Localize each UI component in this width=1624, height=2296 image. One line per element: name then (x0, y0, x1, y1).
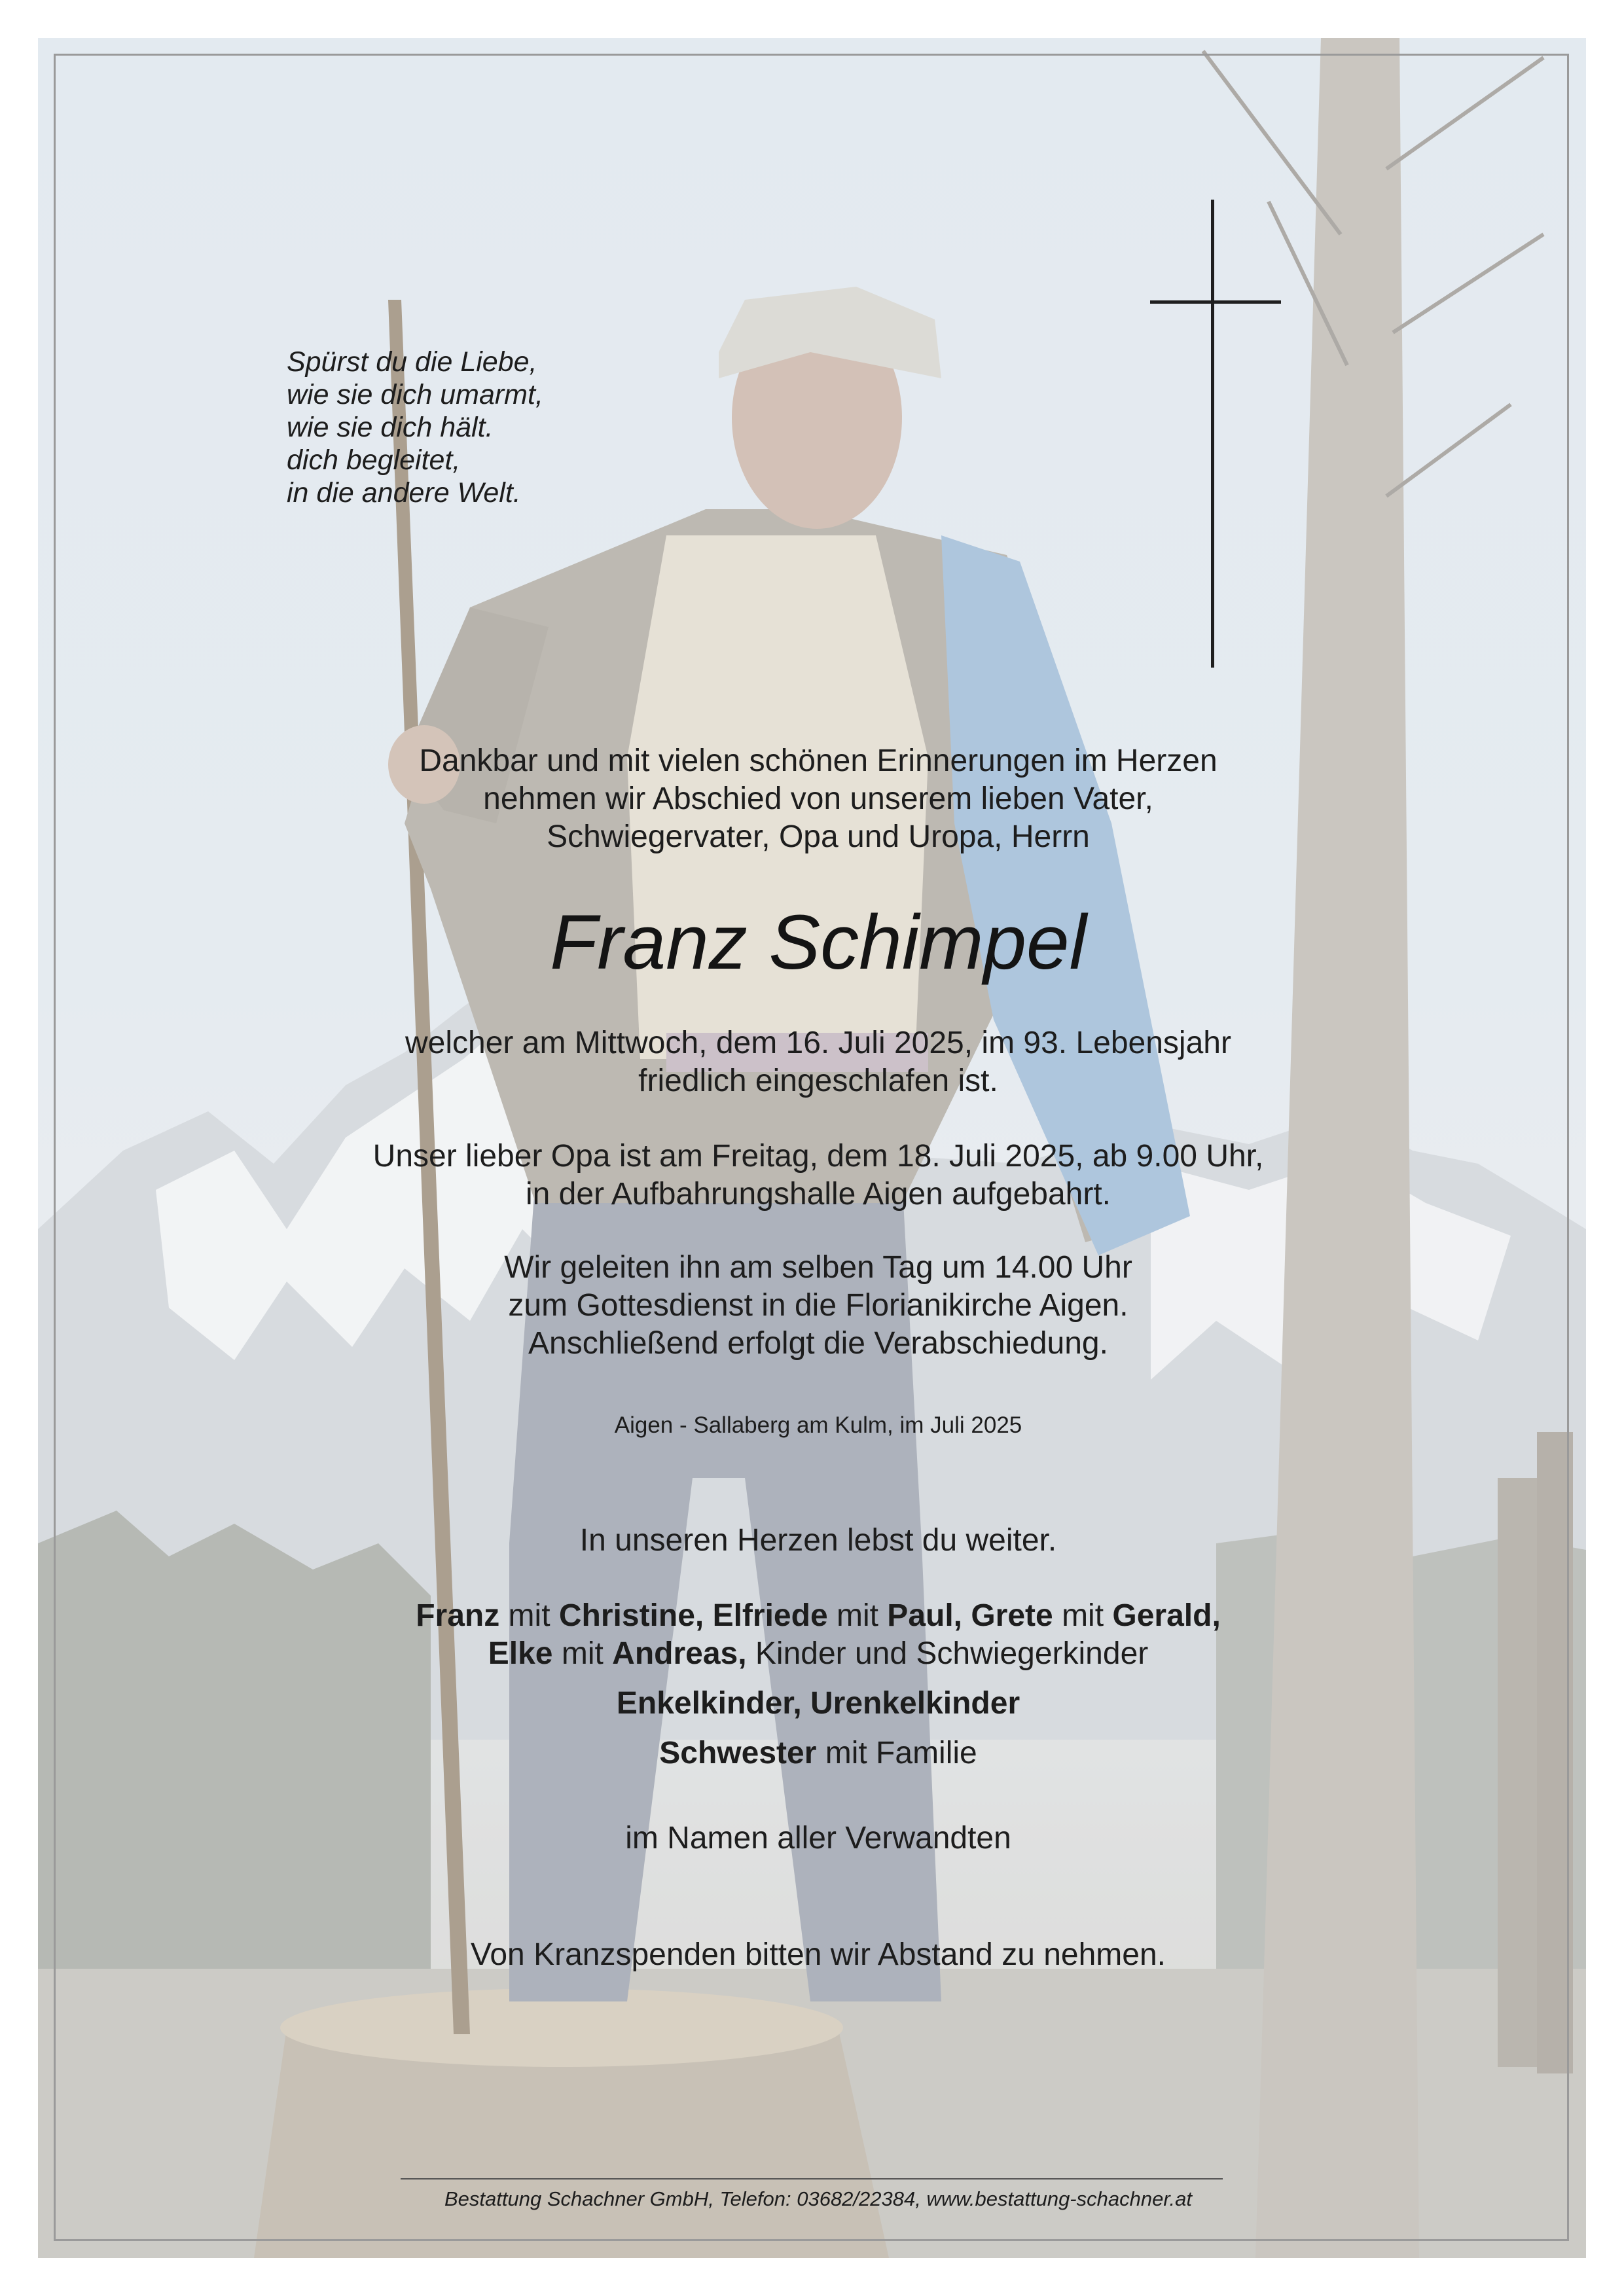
viewing-line: Unser lieber Opa ist am Freitag, dem 18. Juli 2025, ab 9.00 Uhr, (372, 1139, 1264, 1174)
motto: In unseren Herzen lebst du weiter. (579, 1523, 1057, 1558)
service-info (223, 1249, 1414, 1363)
cross-icon-bar (1150, 300, 1281, 304)
intro-line: nehmen wir Abschied von unserem lieben Vater, (483, 781, 1153, 816)
viewing-line: in der Aufbahrungshalle Aigen aufgebahrt. (525, 1177, 1111, 1211)
connector-text: mit (552, 1636, 613, 1671)
service-line: Anschließend erfolgt die Verabschiedung. (528, 1326, 1108, 1361)
death-notice (223, 1024, 1414, 1100)
mourners-list (223, 1597, 1414, 1772)
mourner-name: Gerald, (1112, 1598, 1221, 1633)
mourners-line-children-2 (223, 1635, 1414, 1673)
mourners-line-sister (223, 1734, 1414, 1772)
service-line: Wir geleiten ihn am selben Tag um 14.00 Uhr (504, 1250, 1132, 1285)
poem-line: Spürst du die Liebe, (287, 346, 537, 378)
intro-line: Schwiegervater, Opa und Uropa, Herrn (547, 819, 1090, 854)
connector-text: Kinder und Schwiegerkinder (746, 1636, 1149, 1671)
mourner-name: Andreas, (612, 1636, 747, 1671)
deceased-name: Franz Schimpel (550, 899, 1087, 986)
mourner-name: Schwester (659, 1736, 817, 1770)
poem-line: wie sie dich umarmt, (287, 379, 543, 410)
flowers-note: Von Kranzspenden bitten wir Abstand zu nehmen. (470, 1937, 1166, 1972)
place-date: Aigen - Sallaberg am Kulm, im Juli 2025 (614, 1412, 1022, 1438)
death-notice-line: friedlich eingeschlafen ist. (638, 1064, 998, 1098)
mourner-name: Enkelkinder, Urenkelkinder (616, 1686, 1020, 1721)
mourner-name: Elke (488, 1636, 553, 1671)
connector-text: mit (827, 1598, 888, 1633)
footer-divider (401, 2178, 1223, 2179)
poem-line: dich begleitet, (287, 444, 461, 476)
mourners-line-grandchildren (223, 1685, 1414, 1723)
footer-funeral-home: Bestattung Schachner GmbH, Telefon: 03682/22384, www.bestattung-schachner.at (444, 2187, 1192, 2210)
cross-icon (1211, 200, 1214, 668)
mourner-name: Franz (416, 1598, 500, 1633)
on-behalf-text: im Namen aller Verwandten (625, 1821, 1011, 1856)
poem-line: in die andere Welt. (287, 477, 521, 509)
connector-text: mit (1053, 1598, 1113, 1633)
death-notice-line: welcher am Mittwoch, dem 16. Juli 2025, im 93. Lebensjahr (405, 1026, 1231, 1060)
connector-text: mit (499, 1598, 559, 1633)
connector-text: mit Familie (816, 1736, 977, 1770)
poem (287, 346, 745, 509)
mourner-name: Paul, Grete (887, 1598, 1053, 1633)
mourners-line-children (223, 1597, 1414, 1635)
mourner-name: Christine, Elfriede (558, 1598, 828, 1633)
intro-line: Dankbar und mit vielen schönen Erinnerungen im Herzen (419, 744, 1218, 778)
service-line: zum Gottesdienst in die Florianikirche Aigen. (508, 1288, 1128, 1323)
viewing-info (223, 1138, 1414, 1213)
poem-line: wie sie dich hält. (287, 412, 494, 443)
intro-text (223, 742, 1414, 856)
